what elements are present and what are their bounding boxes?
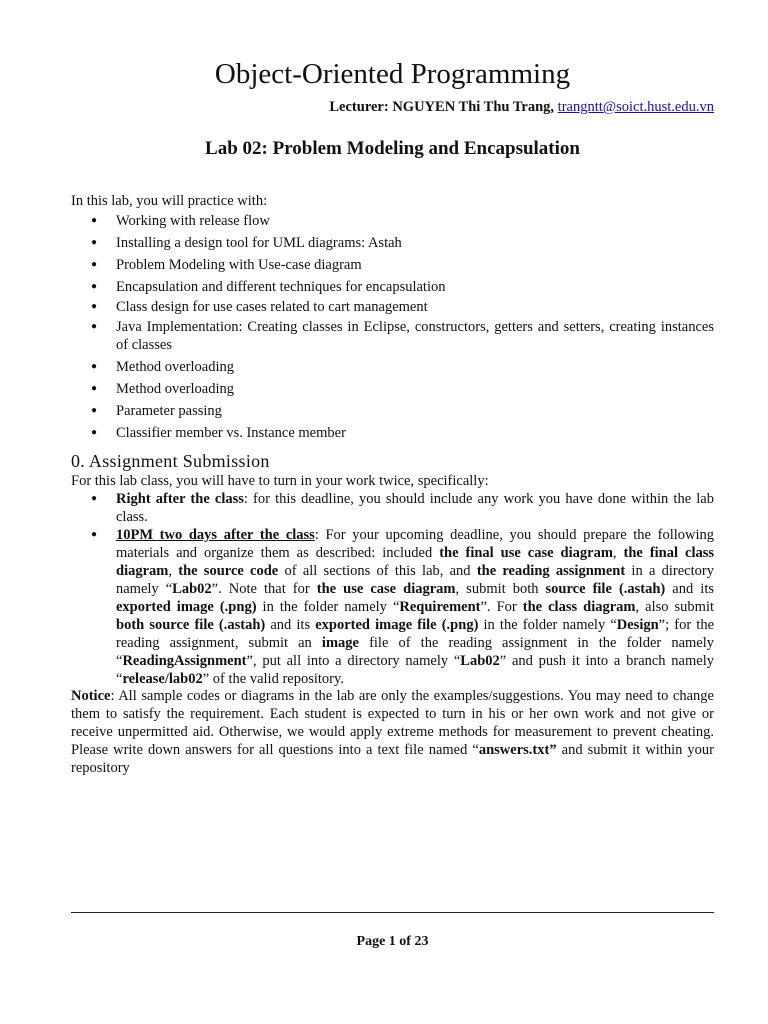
list-item: ● Encapsulation and different techniques for encapsulation [71, 278, 714, 296]
lecturer-label: Lecturer: NGUYEN Thi Thu Trang, [329, 99, 558, 115]
notice-label: Notice [71, 688, 111, 704]
list-item: ● Java Implementation: Creating classes in Eclipse, constructors, getters and setters, creating instances of classes [71, 318, 714, 354]
text-run: ”; for the reading assignment, submit an [116, 617, 715, 651]
text-run: image [321, 635, 359, 651]
text-run: ” and push it into a branch namely “ [116, 653, 714, 687]
list-item: ● Installing a design tool for UML diagrams: Astah [71, 234, 714, 252]
text-run: the reading assignment [476, 563, 626, 579]
list-item: ● Method overloading [71, 380, 714, 398]
text-run: in a directory namely “ [116, 563, 714, 597]
section-heading: 0. Assignment Submission [71, 451, 270, 471]
text-run: : For your upcoming deadline, you should prepare the following materials and organize them as described: included [116, 527, 715, 561]
text-run: ReadingAssignment [122, 653, 247, 669]
text-run: , [168, 563, 179, 579]
text-run: the source code [178, 563, 279, 579]
text-run: exported image file (.png) [315, 617, 479, 633]
deadline-text: : for this deadline, you should include any work you have done within the lab class. [116, 491, 714, 525]
practice-list [71, 212, 714, 444]
text-run: Design [616, 617, 659, 633]
text-run: the use case diagram [316, 581, 456, 597]
text-run: Requirement [399, 599, 481, 615]
course-title: Object-Oriented Programming [214, 58, 571, 90]
text-run: exported image (.png) [116, 599, 257, 615]
text-run: the final class diagram [116, 545, 715, 579]
list-item: ● Problem Modeling with Use-case diagram [71, 256, 714, 274]
lecturer-line [329, 97, 714, 117]
text-run: ”. For [480, 599, 523, 615]
text-run: , also submit [635, 599, 715, 615]
text-run: and its [665, 581, 714, 597]
page-total: 23 [414, 934, 429, 949]
notice-paragraph [71, 687, 714, 777]
submission-item-two-days [71, 526, 714, 688]
submission-list [71, 490, 714, 688]
section-lead: For this lab class, you will have to turn in your work twice, specifically: [71, 473, 489, 489]
text-run: file of the reading assignment in the folder namely “ [116, 635, 714, 669]
text-run: release/lab02 [122, 671, 203, 687]
text-run: the class diagram [522, 599, 636, 615]
text-run: , [612, 545, 624, 561]
deadline-label: Right after the class [116, 491, 244, 507]
page-current: 1 [388, 934, 396, 949]
list-item: ● Parameter passing [71, 402, 714, 420]
text-run: in the folder namely “ [256, 599, 400, 615]
text-run: ”, put all into a directory namely “ [246, 653, 461, 669]
text-run: ”. Note that for [211, 581, 317, 597]
text-run: of all sections of this lab, and [278, 563, 477, 579]
text-run: , submit both [455, 581, 546, 597]
text-run: ” of the valid repository. [202, 671, 344, 687]
list-item: ● Method overloading [71, 358, 714, 376]
text-run: both source file (.astah) [116, 617, 266, 633]
text-run: in the folder namely “ [478, 617, 617, 633]
text-run: and submit it within your repository [71, 742, 714, 776]
page-number [71, 932, 714, 952]
list-item: ● Working with release flow [71, 212, 714, 230]
lab-title: Lab 02: Problem Modeling and Encapsulation [205, 138, 580, 159]
lecturer-email-link[interactable]: trangntt@soict.hust.edu.vn [557, 99, 714, 115]
answers-filename: answers.txt” [478, 742, 557, 758]
intro-lead: In this lab, you will practice with: [71, 193, 268, 209]
page-prefix: Page [356, 934, 389, 949]
text-run: the final use case diagram [439, 545, 613, 561]
text-run: Lab02 [172, 581, 212, 597]
text-run: source file (.astah) [545, 581, 666, 597]
footer-divider [71, 912, 714, 913]
text-run: and its [265, 617, 316, 633]
deadline-label: 10PM two days after the class [116, 527, 315, 543]
list-item: ● Classifier member vs. Instance member [71, 424, 714, 442]
list-item: ● Class design for use cases related to cart management [71, 298, 714, 316]
text-run: : All sample codes or diagrams in the lab are only the examples/suggestions. You may need to change them to satisfy the requirement. Each student is expected to turn in his or her own work and not give or receive unpermitted aid. Otherwise, we would apply extreme methods for measurement to prevent cheating. Please write down answers for all questions into a text file named “ [71, 688, 714, 758]
text-run: Lab02 [460, 653, 500, 669]
submission-item-after-class [71, 490, 714, 526]
page-of: of [395, 934, 415, 949]
